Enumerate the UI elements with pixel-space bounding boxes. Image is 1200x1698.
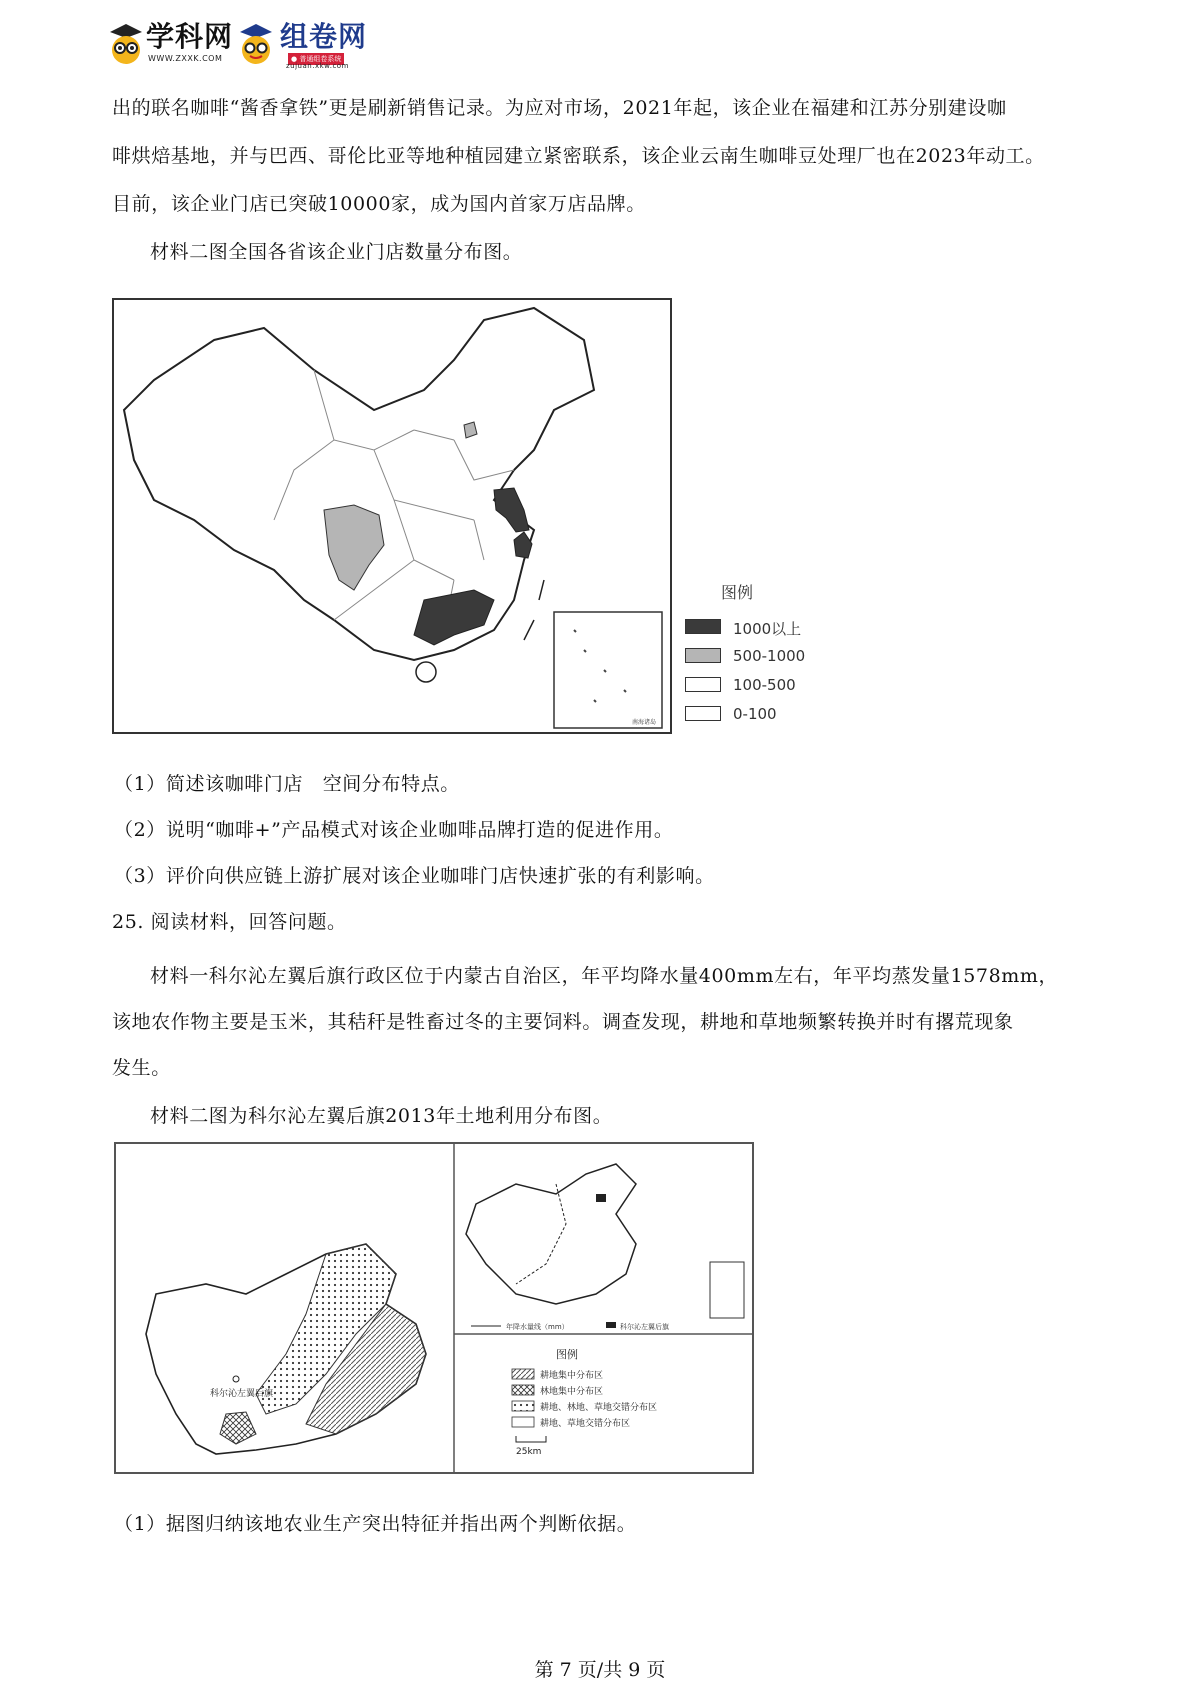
- legend-label: 0-100: [733, 705, 777, 723]
- logo2-sub: zujuan.xkw.com: [286, 62, 349, 70]
- material-two-caption: 材料二图全国各省该企业门店数量分布图。: [150, 241, 523, 263]
- map2-legend-label: 耕地集中分布区: [540, 1371, 604, 1381]
- inset-legend-mark: [606, 1322, 616, 1328]
- question-24-2: （2）说明“咖啡+”产品模式对该企业咖啡品牌打造的促进作用。: [114, 819, 674, 841]
- legend-swatch: [685, 619, 721, 634]
- map2-legend-title: 图例: [556, 1348, 578, 1361]
- logo2-text: 组卷网: [280, 20, 368, 53]
- south-sea-inset: [554, 612, 662, 728]
- china-outline: [124, 308, 594, 660]
- logo2-badge: ● 普通组卷系统: [288, 53, 344, 65]
- map2-legend-swatch: [512, 1417, 534, 1427]
- passage-line-3: 目前，该企业门店已突破10000家，成为国内首家万店品牌。: [112, 193, 646, 215]
- inset-highlight-county: [596, 1194, 606, 1202]
- legend-swatch: [685, 706, 721, 721]
- question-24-1: （1）简述该咖啡门店 空间分布特点。: [114, 773, 460, 795]
- legend-swatch: [685, 677, 721, 692]
- logo1-sub: WWW.ZXXK.COM: [148, 54, 223, 63]
- q25-material1-line-3: 发生。: [112, 1057, 171, 1079]
- mascot-icon: [236, 22, 276, 66]
- china-map-figure: [114, 300, 670, 732]
- hainan-island: [416, 662, 436, 682]
- passage-line-2: 啡烘焙基地，并与巴西、哥伦比亚等地种植园建立紧密联系，该企业云南生咖啡豆处理厂也在2023年动工。: [112, 145, 1045, 167]
- zujuanwang-logo: [236, 20, 376, 68]
- south-sea-inset-label: 南海诸岛: [632, 719, 657, 726]
- land-use-map: [114, 1142, 754, 1474]
- legend-title: 图例: [721, 583, 754, 602]
- q25-material1-line-2: 该地农作物主要是玉米，其秸秆是牲畜过冬的主要饲料。调查发现，耕地和草地频繁转换并时有撂荒现象: [112, 1011, 1014, 1033]
- legend-label: 100-500: [733, 676, 796, 694]
- place-label: 科尔沁左翼后旗: [210, 1389, 274, 1399]
- xuekewang-logo: [108, 20, 248, 68]
- q25-material2-caption: 材料二图为科尔沁左翼后旗2013年土地利用分布图。: [150, 1105, 613, 1127]
- q25-material1-line-1: 材料一科尔沁左翼后旗行政区位于内蒙古自治区，年平均降水量400mm左右，年平均蒸发量1578mm，: [150, 965, 1059, 987]
- map2-legend-label: 耕地、林地、草地交错分布区: [540, 1403, 658, 1413]
- legend-label: 1000以上: [733, 620, 802, 638]
- coast-dashes: [524, 580, 544, 640]
- map2-legend-swatch: [512, 1385, 534, 1395]
- question-25-title: 25. 阅读材料，回答问题。: [112, 911, 347, 933]
- question-25-1: （1）据图归纳该地农业生产突出特征并指出两个判断依据。: [114, 1513, 637, 1535]
- question-24-3: （3）评价向供应链上游扩展对该企业咖啡门店快速扩张的有利影响。: [114, 865, 715, 887]
- inset-china-outline: [466, 1164, 636, 1304]
- scale-bar: [516, 1436, 546, 1442]
- map2-legend-swatch: [512, 1401, 534, 1411]
- logo1-text: 学科网: [146, 20, 234, 53]
- page-footer: 第 7 页/共 9 页: [534, 1659, 666, 1681]
- scale-label: 25km: [516, 1447, 542, 1457]
- inset-south-sea: [710, 1262, 744, 1318]
- legend-label: 500-1000: [733, 647, 806, 665]
- map2-legend-swatch: [512, 1369, 534, 1379]
- inset-legend-b: 科尔沁左翼后旗: [620, 1323, 669, 1331]
- map1-legend: [685, 580, 825, 730]
- legend-swatch: [685, 648, 721, 663]
- passage-line-1: 出的联名咖啡“酱香拿铁”更是刷新销售记录。为应对市场，2021年起，该企业在福建和江苏分别建设咖: [112, 97, 1007, 119]
- owl-icon: [108, 24, 144, 64]
- map2-legend-label: 耕地、草地交错分布区: [540, 1419, 631, 1429]
- county-seat-marker: [233, 1376, 239, 1382]
- inset-legend-a: 年降水量线（mm）: [506, 1323, 569, 1331]
- map2-legend-label: 林地集中分布区: [540, 1387, 604, 1397]
- china-store-map: [112, 298, 672, 734]
- header-logos: [108, 20, 408, 68]
- land-use-figure: [116, 1144, 752, 1472]
